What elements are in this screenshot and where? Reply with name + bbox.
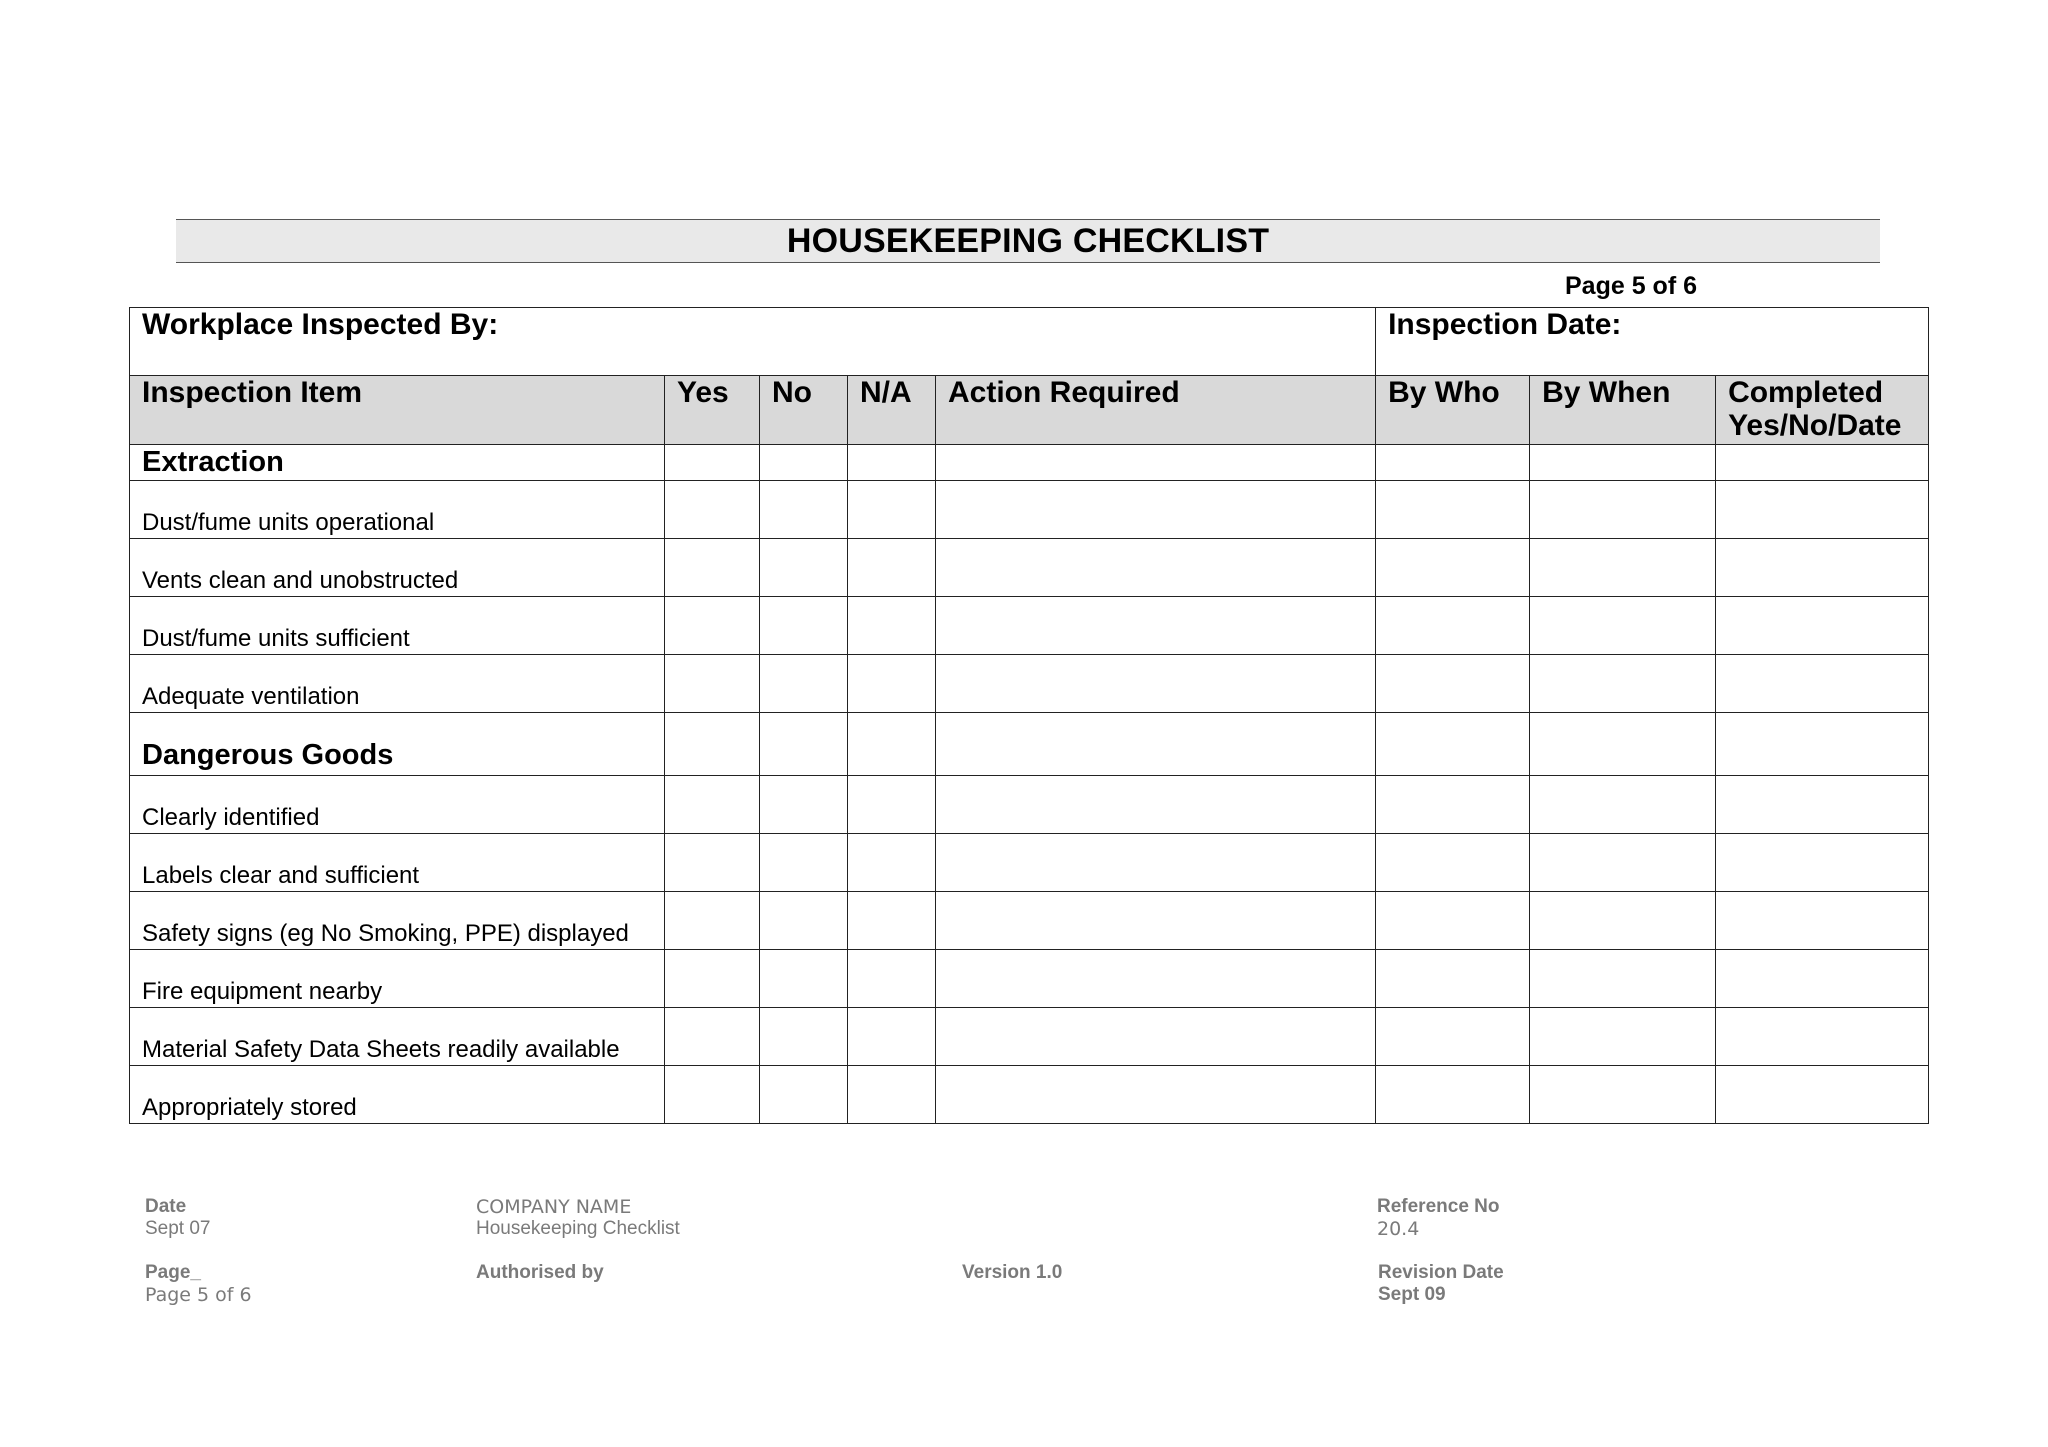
footer-date-value: Sept 07: [145, 1218, 211, 1239]
footer-doc-name: Housekeeping Checklist: [476, 1218, 680, 1239]
na-cell[interactable]: [848, 892, 936, 950]
action-required-cell[interactable]: [936, 1066, 1376, 1124]
completed-cell[interactable]: [1716, 481, 1929, 539]
section-title: Extraction: [130, 445, 665, 481]
completed-cell[interactable]: [1716, 950, 1929, 1008]
footer-version-label: Version 1.0: [962, 1262, 1063, 1283]
col-inspection-item: Inspection Item: [130, 376, 665, 445]
na-cell[interactable]: [848, 445, 936, 481]
no-cell[interactable]: [760, 1066, 848, 1124]
inspected-by-field[interactable]: Workplace Inspected By:: [130, 308, 1376, 376]
table-row: [130, 539, 1929, 597]
col-action-required: Action Required: [936, 376, 1376, 445]
footer-company: [476, 1196, 680, 1240]
no-cell[interactable]: [760, 713, 848, 776]
completed-cell[interactable]: [1716, 1066, 1929, 1124]
na-cell[interactable]: [848, 1008, 936, 1066]
footer-reference-label: Reference No: [1377, 1196, 1500, 1217]
completed-cell[interactable]: [1716, 655, 1929, 713]
table-row: [130, 892, 1929, 950]
by-who-cell[interactable]: [1376, 539, 1530, 597]
by-who-cell[interactable]: [1376, 713, 1530, 776]
no-cell[interactable]: [760, 655, 848, 713]
col-by-who: By Who: [1376, 376, 1530, 445]
inspection-item-label: Dust/fume units operational: [130, 481, 665, 539]
na-cell[interactable]: [848, 834, 936, 892]
action-required-cell[interactable]: [936, 892, 1376, 950]
table-row: [130, 776, 1929, 834]
document-title: HOUSEKEEPING CHECKLIST: [176, 219, 1880, 263]
no-cell[interactable]: [760, 834, 848, 892]
inspection-item-label: Vents clean and unobstructed: [130, 539, 665, 597]
by-when-cell[interactable]: [1530, 713, 1716, 776]
na-cell[interactable]: [848, 950, 936, 1008]
by-when-cell[interactable]: [1530, 655, 1716, 713]
col-yes: Yes: [665, 376, 760, 445]
by-who-cell[interactable]: [1376, 481, 1530, 539]
col-completed: Completed Yes/No/Date: [1716, 376, 1929, 445]
section-header-row: [130, 445, 1929, 481]
footer-date: [145, 1196, 211, 1240]
by-when-cell[interactable]: [1530, 1066, 1716, 1124]
table-row: [130, 950, 1929, 1008]
no-cell[interactable]: [760, 892, 848, 950]
by-who-cell[interactable]: [1376, 1008, 1530, 1066]
action-required-cell[interactable]: [936, 776, 1376, 834]
completed-cell[interactable]: [1716, 445, 1929, 481]
na-cell[interactable]: [848, 1066, 936, 1124]
action-required-cell[interactable]: [936, 713, 1376, 776]
table-row: [130, 655, 1929, 713]
action-required-cell[interactable]: [936, 539, 1376, 597]
completed-cell[interactable]: [1716, 892, 1929, 950]
by-when-cell[interactable]: [1530, 445, 1716, 481]
by-when-cell[interactable]: [1530, 892, 1716, 950]
yes-cell[interactable]: [665, 892, 760, 950]
inspection-date-field[interactable]: Inspection Date:: [1376, 308, 1929, 376]
col-by-when: By When: [1530, 376, 1716, 445]
table-row: [130, 481, 1929, 539]
footer-revision-value: Sept 09: [1378, 1284, 1446, 1305]
footer-reference: [1377, 1196, 1500, 1240]
footer-date-label: Date: [145, 1196, 187, 1217]
na-cell[interactable]: [848, 776, 936, 834]
no-cell[interactable]: [760, 539, 848, 597]
footer-revision-label: Revision Date: [1378, 1262, 1504, 1283]
action-required-cell[interactable]: [936, 481, 1376, 539]
by-who-cell[interactable]: [1376, 597, 1530, 655]
table-row: [130, 1066, 1929, 1124]
na-cell[interactable]: [848, 655, 936, 713]
yes-cell[interactable]: [665, 776, 760, 834]
column-header-row: [130, 376, 1929, 445]
checklist-table: [129, 307, 1929, 1124]
by-who-cell[interactable]: [1376, 834, 1530, 892]
by-who-cell[interactable]: [1376, 445, 1530, 481]
na-cell[interactable]: [848, 597, 936, 655]
completed-cell[interactable]: [1716, 834, 1929, 892]
header-row: [130, 308, 1929, 376]
yes-cell[interactable]: [665, 481, 760, 539]
no-cell[interactable]: [760, 445, 848, 481]
no-cell[interactable]: [760, 1008, 848, 1066]
by-when-cell[interactable]: [1530, 950, 1716, 1008]
completed-cell[interactable]: [1716, 1008, 1929, 1066]
yes-cell[interactable]: [665, 655, 760, 713]
na-cell[interactable]: [848, 539, 936, 597]
footer-authorised-label: Authorised by: [476, 1262, 604, 1283]
completed-cell[interactable]: [1716, 776, 1929, 834]
by-when-cell[interactable]: [1530, 1008, 1716, 1066]
section-header-row: [130, 713, 1929, 776]
inspection-item-label: Safety signs (eg No Smoking, PPE) displayed: [130, 892, 665, 950]
action-required-cell[interactable]: [936, 597, 1376, 655]
table-row: [130, 834, 1929, 892]
footer-revision: [1378, 1262, 1504, 1306]
no-cell[interactable]: [760, 950, 848, 1008]
by-when-cell[interactable]: [1530, 597, 1716, 655]
no-cell[interactable]: [760, 597, 848, 655]
no-cell[interactable]: [760, 481, 848, 539]
yes-cell[interactable]: [665, 713, 760, 776]
yes-cell[interactable]: [665, 1008, 760, 1066]
action-required-cell[interactable]: [936, 950, 1376, 1008]
completed-cell[interactable]: [1716, 597, 1929, 655]
footer-company-name: COMPANY NAME: [476, 1196, 632, 1218]
by-who-cell[interactable]: [1376, 950, 1530, 1008]
inspection-item-label: Dust/fume units sufficient: [130, 597, 665, 655]
action-required-cell[interactable]: [936, 1008, 1376, 1066]
table-row: [130, 597, 1929, 655]
col-no: No: [760, 376, 848, 445]
by-when-cell[interactable]: [1530, 834, 1716, 892]
inspection-item-label: Fire equipment nearby: [130, 950, 665, 1008]
na-cell[interactable]: [848, 481, 936, 539]
inspection-item-label: Clearly identified: [130, 776, 665, 834]
inspection-item-label: Labels clear and sufficient: [130, 834, 665, 892]
footer-page: [145, 1262, 252, 1306]
action-required-cell[interactable]: [936, 834, 1376, 892]
by-who-cell[interactable]: [1376, 892, 1530, 950]
footer-page-label: Page_: [145, 1262, 201, 1283]
col-na: N/A: [848, 376, 936, 445]
no-cell[interactable]: [760, 776, 848, 834]
action-required-cell[interactable]: [936, 445, 1376, 481]
inspection-item-label: Appropriately stored: [130, 1066, 665, 1124]
table-row: [130, 1008, 1929, 1066]
footer-reference-value: 20.4: [1377, 1218, 1420, 1240]
na-cell[interactable]: [848, 713, 936, 776]
yes-cell[interactable]: [665, 597, 760, 655]
yes-cell[interactable]: [665, 950, 760, 1008]
yes-cell[interactable]: [665, 445, 760, 481]
by-when-cell[interactable]: [1530, 481, 1716, 539]
yes-cell[interactable]: [665, 834, 760, 892]
by-when-cell[interactable]: [1530, 539, 1716, 597]
page-indicator: Page 5 of 6: [1565, 272, 1697, 300]
completed-cell[interactable]: [1716, 539, 1929, 597]
yes-cell[interactable]: [665, 1066, 760, 1124]
by-who-cell[interactable]: [1376, 1066, 1530, 1124]
action-required-cell[interactable]: [936, 655, 1376, 713]
by-when-cell[interactable]: [1530, 776, 1716, 834]
by-who-cell[interactable]: [1376, 655, 1530, 713]
footer-page-value: Page 5 of 6: [145, 1284, 252, 1306]
inspection-item-label: Material Safety Data Sheets readily available: [130, 1008, 665, 1066]
completed-cell[interactable]: [1716, 713, 1929, 776]
yes-cell[interactable]: [665, 539, 760, 597]
section-title: Dangerous Goods: [130, 713, 665, 776]
by-who-cell[interactable]: [1376, 776, 1530, 834]
footer-version: [962, 1262, 1062, 1284]
inspection-item-label: Adequate ventilation: [130, 655, 665, 713]
footer-authorised: [476, 1262, 604, 1284]
